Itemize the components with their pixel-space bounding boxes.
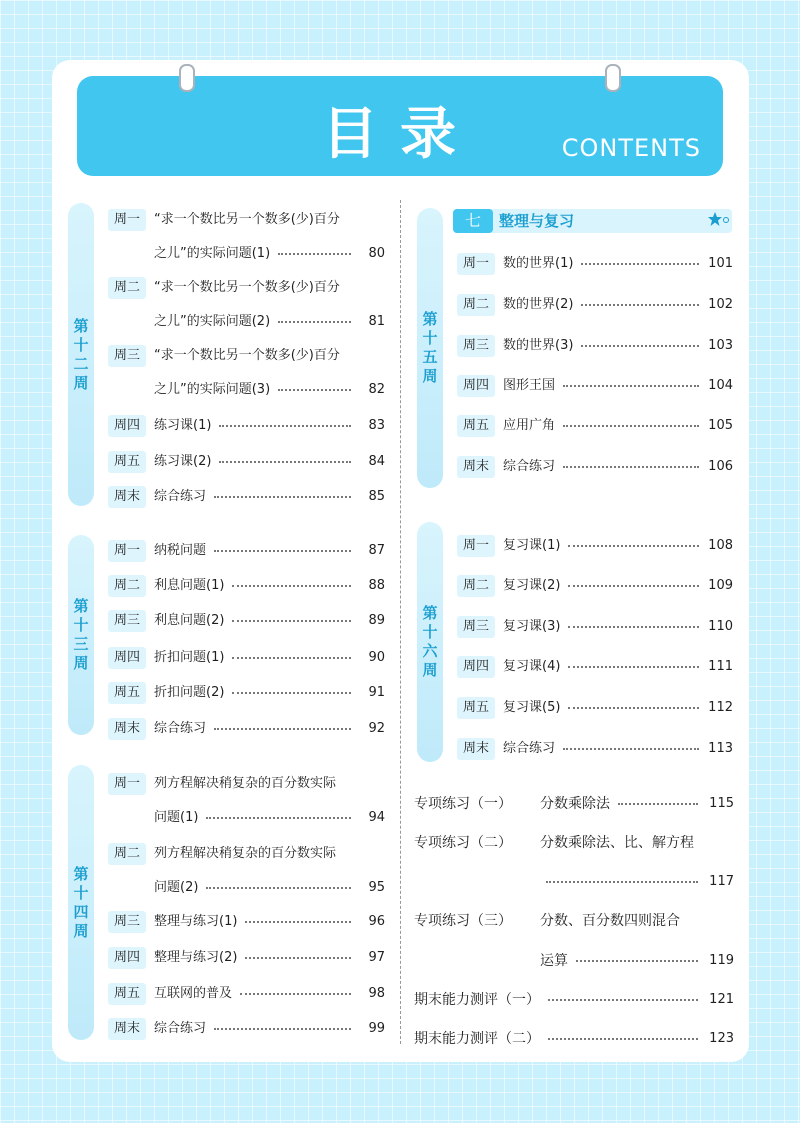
- toc-entry[interactable]: [108, 717, 385, 741]
- page-number: 85: [368, 489, 385, 504]
- page-title: 目录: [322, 102, 478, 167]
- dot-leader: [214, 496, 351, 498]
- entry-title: 复习课(5): [503, 700, 561, 715]
- dot-leader: [232, 620, 351, 622]
- special-entry[interactable]: [414, 1025, 734, 1053]
- entry-title-continued: 之儿”的实际问题(2): [154, 314, 271, 329]
- page-number: 94: [368, 810, 385, 825]
- page-number: 96: [368, 914, 385, 929]
- dot-leader: [568, 666, 699, 668]
- entry-title: 图形王国: [503, 378, 556, 393]
- special-entry-continued[interactable]: [414, 868, 734, 896]
- day-label: 周一: [108, 773, 146, 795]
- page-number: 115: [709, 796, 734, 811]
- toc-entry[interactable]: [108, 982, 385, 1006]
- page-number: 103: [708, 338, 733, 353]
- day-label: 周一: [457, 535, 495, 557]
- day-label: 周三: [108, 610, 146, 632]
- entry-title: “求一个数比另一个数多(少)百分: [154, 280, 340, 295]
- toc-entry[interactable]: [457, 374, 733, 398]
- entry-title: 互联网的普及: [154, 986, 233, 1001]
- page-number: 108: [708, 538, 733, 553]
- dot-leader: [563, 466, 699, 468]
- page-number: 112: [708, 700, 733, 715]
- toc-entry[interactable]: [457, 737, 733, 761]
- day-label: 周一: [108, 209, 146, 231]
- page-number: 88: [368, 578, 385, 593]
- special-entry-continued[interactable]: [414, 947, 734, 975]
- dot-leader: [563, 425, 699, 427]
- toc-entry[interactable]: [457, 252, 733, 276]
- entry-title-continued: 之儿”的实际问题(3): [154, 382, 271, 397]
- dot-leader: [568, 585, 699, 587]
- toc-entry[interactable]: [108, 539, 385, 563]
- page-number: 109: [708, 578, 733, 593]
- entry-title: 综合练习: [154, 489, 207, 504]
- dot-leader: [206, 887, 351, 889]
- entry-title: 整理与练习(1): [154, 914, 238, 929]
- entry-title: 数的世界(2): [503, 297, 574, 312]
- day-label: 周五: [457, 415, 495, 437]
- page-number: 80: [368, 246, 385, 261]
- page-number: 81: [368, 314, 385, 329]
- week-label: 第 十 三 周: [73, 597, 89, 672]
- day-label: 周末: [108, 1018, 146, 1040]
- page-number: 113: [708, 741, 733, 756]
- unit-badge: 七: [453, 209, 493, 233]
- page-number: 83: [368, 418, 385, 433]
- dot-leader: [581, 263, 699, 265]
- special-title-continued: 运算: [540, 953, 568, 969]
- entry-title: “求一个数比另一个数多(少)百分: [154, 212, 340, 227]
- toc-entry-continued[interactable]: [108, 242, 385, 266]
- toc-entry-continued[interactable]: [108, 310, 385, 334]
- day-label: 周三: [457, 616, 495, 638]
- day-label: 周五: [457, 697, 495, 719]
- page-number: 101: [708, 256, 733, 271]
- toc-entry[interactable]: [457, 534, 733, 558]
- day-label: 周末: [108, 486, 146, 508]
- dot-leader: [245, 957, 351, 959]
- toc-entry[interactable]: [457, 696, 733, 720]
- dot-leader: [568, 626, 699, 628]
- special-title: 分数、百分数四则混合: [540, 913, 680, 929]
- day-label: 周三: [457, 335, 495, 357]
- dot-leader: [563, 385, 699, 387]
- page-number: 110: [708, 619, 733, 634]
- page-number: 121: [709, 992, 734, 1007]
- day-label: 周五: [108, 983, 146, 1005]
- day-label: 周五: [108, 451, 146, 473]
- page-number: 89: [368, 613, 385, 628]
- toc-entry[interactable]: [108, 344, 385, 368]
- toc-entry[interactable]: [108, 842, 385, 866]
- week-label: 第 十 五 周: [422, 310, 438, 385]
- toc-entry[interactable]: [108, 450, 385, 474]
- page-number: 90: [368, 650, 385, 665]
- page-number: 98: [368, 986, 385, 1001]
- entry-title: 综合练习: [154, 721, 207, 736]
- toc-entry[interactable]: [108, 946, 385, 970]
- day-label: 周二: [457, 575, 495, 597]
- dot-leader: [576, 960, 698, 962]
- toc-entry[interactable]: [108, 1017, 385, 1041]
- toc-entry[interactable]: [108, 574, 385, 598]
- toc-entry[interactable]: [457, 414, 733, 438]
- day-label: 周四: [108, 947, 146, 969]
- dot-leader: [214, 1028, 351, 1030]
- toc-entry[interactable]: [108, 276, 385, 300]
- entry-title: 纳税问题: [154, 543, 207, 558]
- dot-leader: [548, 999, 698, 1001]
- day-label: 周三: [108, 911, 146, 933]
- special-entry[interactable]: [414, 790, 734, 818]
- dot-leader: [568, 707, 699, 709]
- dot-leader: [240, 993, 351, 995]
- entry-title: 综合练习: [503, 741, 556, 756]
- dot-leader: [214, 728, 351, 730]
- toc-entry[interactable]: [108, 609, 385, 633]
- page-subtitle: CONTENTS: [561, 134, 701, 162]
- dot-leader: [206, 817, 351, 819]
- page-number: 123: [709, 1031, 734, 1046]
- special-entry[interactable]: [414, 829, 734, 857]
- entry-title: 列方程解决稍复杂的百分数实际: [154, 776, 337, 791]
- special-entry[interactable]: [414, 907, 734, 935]
- entry-title-continued: 之儿”的实际问题(1): [154, 246, 271, 261]
- dot-leader: [214, 550, 351, 552]
- day-label: 周四: [457, 656, 495, 678]
- dot-leader: [232, 692, 351, 694]
- page-number: 106: [708, 459, 733, 474]
- page-number: 111: [708, 659, 733, 674]
- toc-entry[interactable]: [457, 655, 733, 679]
- entry-title: 练习课(2): [154, 454, 212, 469]
- page-number: 119: [709, 953, 734, 968]
- day-label: 周四: [108, 647, 146, 669]
- binder-ring-left: [179, 64, 195, 92]
- entry-title: 整理与练习(2): [154, 950, 238, 965]
- page-number: 95: [368, 880, 385, 895]
- page-number: 91: [368, 685, 385, 700]
- toc-entry[interactable]: [108, 485, 385, 509]
- toc-entry[interactable]: [108, 681, 385, 705]
- special-title: 分数乘除法、比、解方程: [540, 835, 694, 851]
- day-label: 周末: [457, 456, 495, 478]
- dot-leader: [581, 345, 699, 347]
- special-label: 专项练习（二）: [414, 835, 512, 851]
- day-label: 周一: [457, 253, 495, 275]
- week-label: 第 十 二 周: [73, 316, 89, 392]
- day-label: 周二: [108, 575, 146, 597]
- entry-title: 列方程解决稍复杂的百分数实际: [154, 846, 337, 861]
- toc-entry[interactable]: [108, 772, 385, 796]
- entry-title: 数的世界(3): [503, 338, 574, 353]
- toc-entry[interactable]: [108, 910, 385, 934]
- toc-entry[interactable]: [108, 646, 385, 670]
- entry-title-continued: 问题(2): [154, 880, 199, 895]
- dot-leader: [618, 803, 698, 805]
- special-label: 期末能力测评（二）: [414, 1031, 540, 1047]
- page-number: 105: [708, 418, 733, 433]
- special-title: 分数乘除法: [540, 796, 610, 812]
- special-label: 专项练习（一）: [414, 796, 512, 812]
- toc-entry[interactable]: [457, 574, 733, 598]
- entry-title: 利息问题(1): [154, 578, 225, 593]
- toc-entry[interactable]: [108, 414, 385, 438]
- day-label: 周末: [108, 718, 146, 740]
- page-number: 102: [708, 297, 733, 312]
- page-number: 92: [368, 721, 385, 736]
- day-label: 周二: [457, 294, 495, 316]
- toc-entry[interactable]: [108, 208, 385, 232]
- header-banner: [77, 76, 723, 176]
- entry-title: 折扣问题(2): [154, 685, 225, 700]
- toc-entry-continued[interactable]: [108, 806, 385, 830]
- entry-title-continued: 问题(1): [154, 810, 199, 825]
- dot-leader: [278, 321, 351, 323]
- entry-title: 练习课(1): [154, 418, 212, 433]
- dot-leader: [546, 881, 698, 883]
- special-label: 期末能力测评（一）: [414, 992, 540, 1008]
- star-icon: [708, 212, 730, 228]
- entry-title: 复习课(1): [503, 538, 561, 553]
- dot-leader: [232, 585, 351, 587]
- entry-title: 复习课(4): [503, 659, 561, 674]
- entry-title: 综合练习: [154, 1021, 207, 1036]
- day-label: 周四: [457, 375, 495, 397]
- unit-header: [453, 209, 732, 233]
- day-label: 周三: [108, 345, 146, 367]
- page-number: 84: [368, 454, 385, 469]
- dot-leader: [548, 1038, 698, 1040]
- page-number: 117: [709, 874, 734, 889]
- dot-leader: [278, 389, 351, 391]
- entry-title: 数的世界(1): [503, 256, 574, 271]
- special-label: 专项练习（三）: [414, 913, 512, 929]
- day-label: 周四: [108, 415, 146, 437]
- page-number: 104: [708, 378, 733, 393]
- entry-title: 复习课(3): [503, 619, 561, 634]
- page-number: 99: [368, 1021, 385, 1036]
- page-number: 97: [368, 950, 385, 965]
- entry-title: 复习课(2): [503, 578, 561, 593]
- entry-title: 综合练习: [503, 459, 556, 474]
- toc-entry-continued[interactable]: [108, 876, 385, 900]
- week-label: 第 十 四 周: [73, 864, 89, 940]
- toc-entry[interactable]: [457, 615, 733, 639]
- toc-entry-continued[interactable]: [108, 378, 385, 402]
- dot-leader: [563, 748, 699, 750]
- toc-entry[interactable]: [457, 334, 733, 358]
- day-label: 周末: [457, 738, 495, 760]
- page-number: 87: [368, 543, 385, 558]
- toc-entry[interactable]: [457, 455, 733, 479]
- day-label: 周二: [108, 277, 146, 299]
- week-label: 第 十 六 周: [422, 604, 438, 679]
- day-label: 周一: [108, 540, 146, 562]
- entry-title: “求一个数比另一个数多(少)百分: [154, 348, 340, 363]
- dot-leader: [568, 545, 699, 547]
- entry-title: 折扣问题(1): [154, 650, 225, 665]
- binder-ring-right: [605, 64, 621, 92]
- dot-leader: [245, 921, 351, 923]
- special-entry[interactable]: [414, 986, 734, 1014]
- toc-entry[interactable]: [457, 293, 733, 317]
- entry-title: 利息问题(2): [154, 613, 225, 628]
- day-label: 周二: [108, 843, 146, 865]
- dot-leader: [232, 657, 351, 659]
- dot-leader: [581, 304, 699, 306]
- dot-leader: [219, 461, 351, 463]
- unit-title: 整理与复习: [499, 212, 575, 230]
- page-number: 82: [368, 382, 385, 397]
- dot-leader: [219, 425, 351, 427]
- dot-leader: [278, 253, 351, 255]
- column-divider: [400, 200, 401, 1044]
- day-label: 周五: [108, 682, 146, 704]
- entry-title: 应用广角: [503, 418, 556, 433]
